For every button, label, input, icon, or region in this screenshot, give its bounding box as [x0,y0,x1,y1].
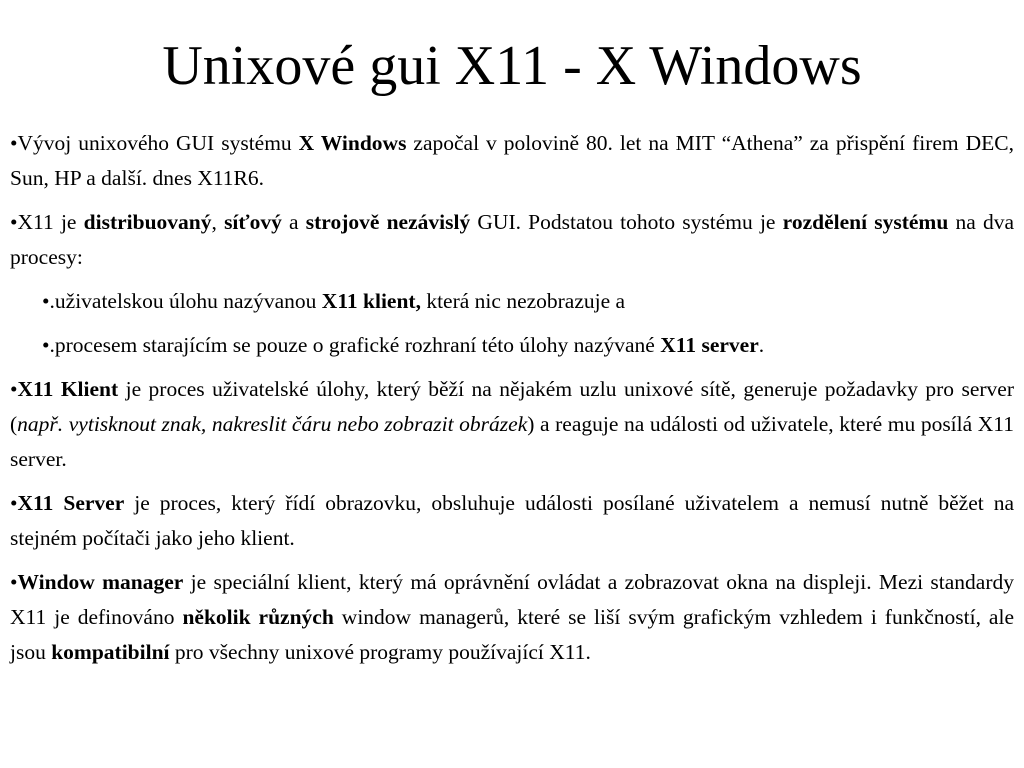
italic-text: např. vytisknout znak, nakreslit čáru nebo zobrazit obrázek [17,412,528,436]
bold-text: X11 klient, [321,289,421,313]
bold-text: kompatibilní [51,640,170,664]
bold-text: Window manager [17,570,184,594]
text: • [10,377,18,401]
sub-item-client [10,284,1014,319]
text: započal v polovině 80. let na MIT “Athena” za přispění firem DEC, Sun, HP a další. dnes X11R6. [10,131,1014,190]
text: ) a reaguje na události od uživatele, které mu posílá X11 server. [10,412,1014,471]
text: pro všechny unixové programy používající X11. [169,640,591,664]
text: •X11 je [10,210,84,234]
paragraph-x-windows-history [10,126,1014,196]
text: . [758,333,765,357]
bold-text: strojově nezávislý [305,210,471,234]
text: • [10,570,18,594]
bold-text: X Windows [298,131,407,155]
text: na dva procesy: [10,210,1015,269]
sub-item-server [10,328,1014,363]
slide-title: Unixové gui X11 - X Windows [162,35,862,97]
bold-text: X11 Server [17,491,125,515]
text: je proces uživatelské úlohy, který běží na nějakém uzlu unixové sítě, generuje požadavky pro server ( [10,377,1015,436]
text: která nic nezobrazuje a [420,289,626,313]
text: window managerů, které se liší svým grafickým vzhledem i funkčností, ale jsou [10,605,1014,664]
text: je proces, který řídí obrazovku, obsluhuje události posílané uživatelem a nemusí nutně běžet na stejném počítači jako jeho klient. [10,491,1014,550]
slide-body [10,126,1014,679]
paragraph-x11-properties [10,205,1014,275]
bold-text: síťový [224,210,282,234]
text: •Vývoj unixového GUI systému [10,131,299,155]
text: •.uživatelskou úlohu nazývanou [42,289,322,313]
bold-text: rozdělení systému [782,210,949,234]
bold-text: několik různých [182,605,334,629]
paragraph-x11-client [10,372,1014,477]
text: je speciální klient, který má oprávnění ovládat a zobrazovat okna na displeji. Mezi standardy X11 je definováno [10,570,1014,629]
text: • [10,491,18,515]
paragraph-window-manager [10,565,1014,670]
text: •.procesem starajícím se pouze o grafické rozhraní této úlohy nazývané [42,333,661,357]
text: , [211,210,225,234]
bold-text: distribuovaný [83,210,212,234]
text: a [281,210,306,234]
paragraph-x11-server [10,486,1014,556]
bold-text: X11 Klient [17,377,119,401]
text: GUI. Podstatou tohoto systému je [470,210,783,234]
bold-text: X11 server [660,333,759,357]
